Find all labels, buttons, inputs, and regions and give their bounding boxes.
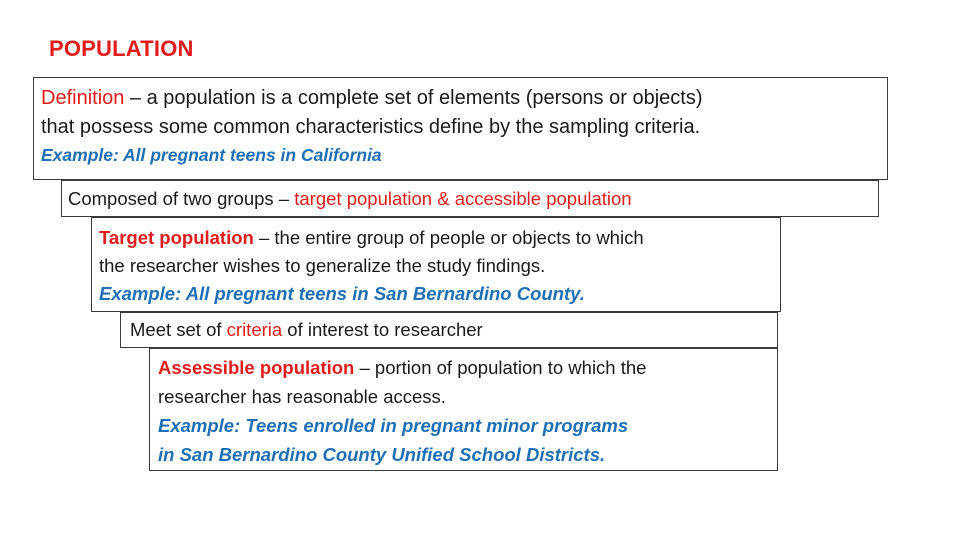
definition-term: Definition bbox=[41, 87, 125, 109]
accessible-line-1 bbox=[158, 353, 777, 382]
criteria-prefix: Meet set of bbox=[130, 319, 227, 340]
definition-text: – a population is a complete set of elements (persons or objects) bbox=[124, 87, 703, 109]
target-line-2: the researcher wishes to generalize the study findings. bbox=[99, 255, 546, 276]
target-term: Target population bbox=[99, 227, 254, 248]
target-example: Example: All pregnant teens in San Bernardino County. bbox=[99, 283, 585, 304]
accessible-term: Assessible population bbox=[158, 357, 355, 378]
groups-box bbox=[61, 180, 879, 217]
groups-highlight: target population & accessible population bbox=[294, 188, 632, 209]
target-line-1 bbox=[99, 224, 780, 252]
definition-line-1 bbox=[41, 84, 887, 113]
target-population-box bbox=[91, 217, 781, 312]
accessible-example-1: Example: Teens enrolled in pregnant minor programs bbox=[158, 415, 629, 436]
accessible-text: – portion of population to which the bbox=[354, 357, 647, 378]
criteria-box bbox=[120, 312, 778, 348]
criteria-highlight: criteria bbox=[226, 319, 283, 340]
definition-example: Example: All pregnant teens in California bbox=[41, 145, 382, 165]
criteria-suffix: of interest to researcher bbox=[282, 319, 483, 340]
accessible-line-2: researcher has reasonable access. bbox=[158, 386, 446, 407]
page-title: POPULATION bbox=[49, 36, 194, 61]
groups-prefix: Composed of two groups – bbox=[68, 188, 295, 209]
target-text: – the entire group of people or objects to which bbox=[253, 227, 644, 248]
definition-line-2: that possess some common characteristics define by the sampling criteria. bbox=[41, 116, 701, 138]
definition-box bbox=[33, 77, 888, 180]
accessible-population-box bbox=[149, 348, 778, 471]
groups-line bbox=[68, 187, 878, 211]
criteria-line bbox=[130, 318, 777, 342]
accessible-example-2: in San Bernardino County Unified School Districts. bbox=[158, 444, 606, 465]
